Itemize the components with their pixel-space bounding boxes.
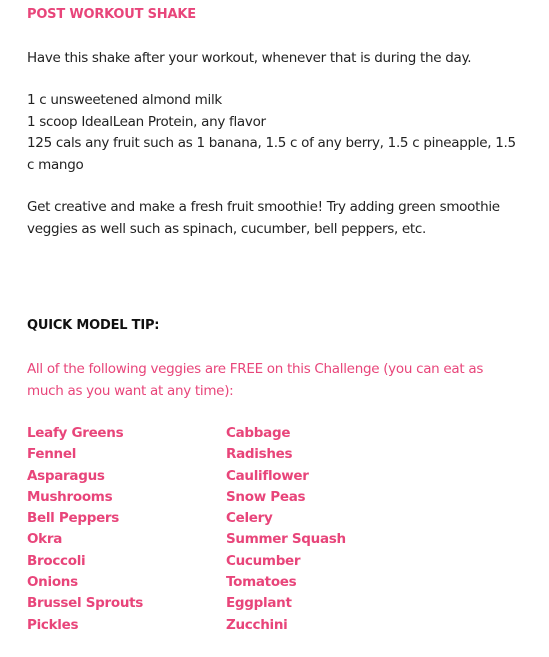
free-veggies-intro: All of the following veggies are FREE on this Challenge (you can eat as much as you want at any time): bbox=[27, 361, 484, 399]
veggie-item: Zucchini bbox=[226, 616, 288, 633]
veggie-item: Tomatoes bbox=[226, 574, 297, 591]
ingredient-item: 1 c unsweetened almond milk bbox=[27, 92, 222, 108]
veggie-item: Mushrooms bbox=[27, 488, 113, 505]
smoothie-suggestion: Get creative and make a fresh fruit smoothie! Try adding green smoothie veggies as well such as spinach, cucumber, bell peppers, etc. bbox=[27, 199, 500, 237]
quick-model-tip-heading: QUICK MODEL TIP: bbox=[27, 318, 160, 333]
veggie-item: Leafy Greens bbox=[27, 425, 124, 441]
post-workout-shake-heading: POST WORKOUT SHAKE bbox=[27, 7, 196, 22]
veggie-item: Radishes bbox=[226, 446, 293, 463]
ingredient-item: 1 scoop IdealLean Protein, any flavor bbox=[27, 113, 266, 130]
veggie-item: Cabbage bbox=[226, 425, 291, 441]
veggie-list-left bbox=[27, 423, 143, 636]
veggie-item: Okra bbox=[27, 531, 63, 548]
veggie-item: Asparagus bbox=[27, 467, 105, 484]
veggie-item: Pickles bbox=[27, 616, 79, 633]
veggie-item: Cucumber bbox=[226, 552, 301, 569]
veggie-list-right bbox=[226, 423, 346, 636]
veggie-item: Summer Squash bbox=[226, 531, 346, 548]
post-workout-intro: Have this shake after your workout, whenever that is during the day. bbox=[27, 50, 472, 66]
veggie-item: Snow Peas bbox=[226, 488, 306, 505]
veggie-item: Bell Peppers bbox=[27, 510, 120, 527]
veggie-item: Brussel Sprouts bbox=[27, 595, 144, 612]
veggie-item: Broccoli bbox=[27, 552, 86, 569]
veggie-item: Eggplant bbox=[226, 595, 292, 612]
veggie-item: Onions bbox=[27, 574, 78, 591]
veggie-item: Fennel bbox=[27, 446, 77, 463]
ingredient-item: 125 cals any fruit such as 1 banana, 1.5 c of any berry, 1.5 c pineapple, 1.5 c mango bbox=[27, 135, 516, 173]
veggie-item: Cauliflower bbox=[226, 467, 309, 484]
veggie-item: Celery bbox=[226, 510, 273, 527]
ingredient-list bbox=[27, 90, 517, 176]
